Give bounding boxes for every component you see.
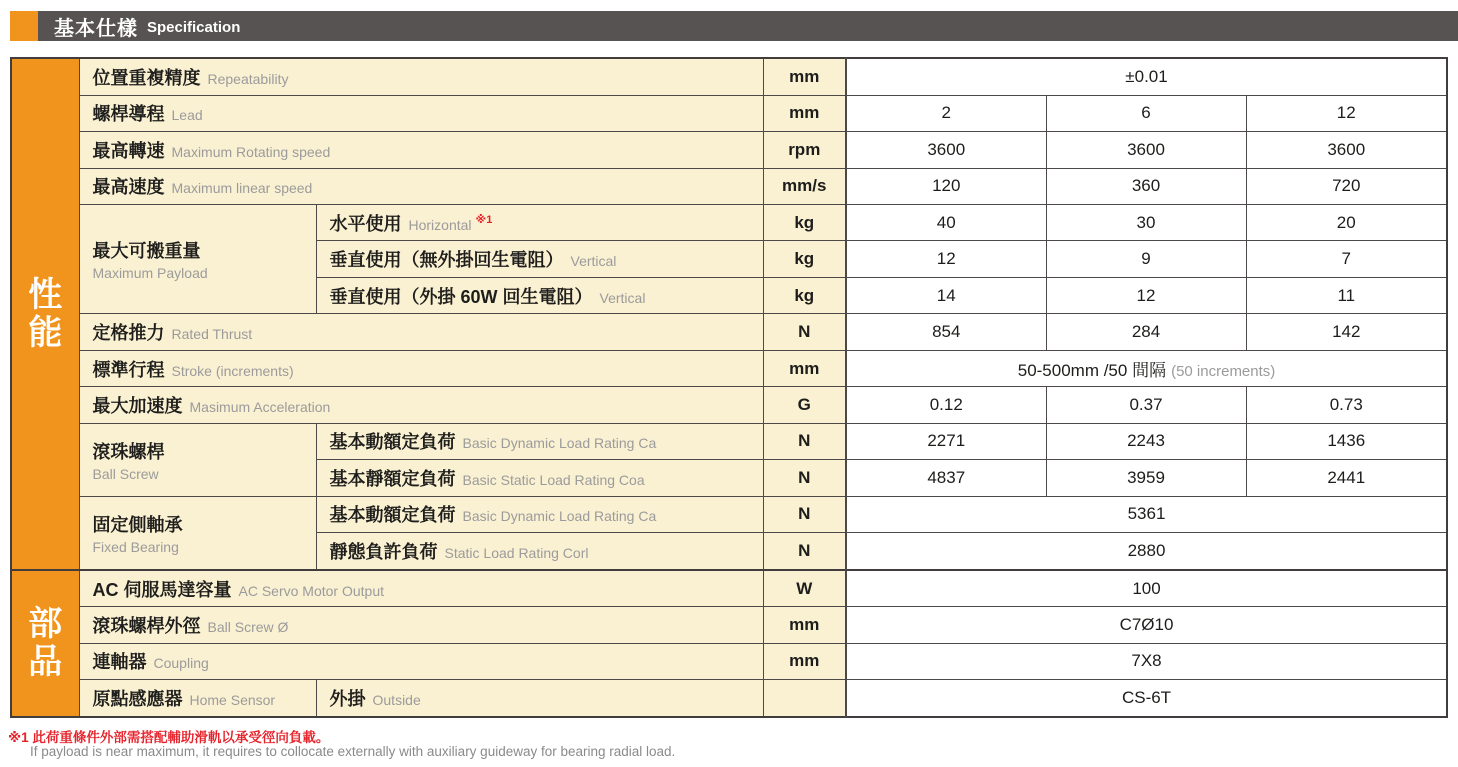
repeatability-unit: mm xyxy=(763,58,846,95)
stroke-label xyxy=(79,350,763,386)
label-zh: 螺桿導程 xyxy=(92,104,165,125)
label-en: Vertical xyxy=(599,289,646,306)
payload-vertical-no-resistor-unit: kg xyxy=(763,241,846,277)
coupling-label xyxy=(79,643,763,679)
label-en: Ball Screw xyxy=(92,465,159,482)
payload-horizontal-value-2: 30 xyxy=(1046,204,1246,240)
specification-table xyxy=(10,57,1448,718)
home-sensor-sub-label xyxy=(316,680,763,717)
max-accel-label xyxy=(79,387,763,423)
label-zh: 連軸器 xyxy=(92,652,147,673)
max-rotating-value-3: 3600 xyxy=(1246,132,1447,168)
label-zh: 基本動額定負荷 xyxy=(329,432,456,453)
label-zh: 原點感應器 xyxy=(92,689,183,710)
label-en: Vertical xyxy=(570,253,617,270)
label-zh: 最高轉速 xyxy=(92,140,165,161)
max-linear-label xyxy=(79,168,763,204)
fixed-bearing-static-value: 2880 xyxy=(846,533,1447,570)
label-en: Home Sensor xyxy=(189,692,276,709)
table-row xyxy=(11,204,1447,240)
coupling-unit: mm xyxy=(763,643,846,679)
footnote-marker: ※1 xyxy=(475,214,493,227)
ball-screw-dynamic-value-2: 2243 xyxy=(1046,423,1246,459)
coupling-value: 7X8 xyxy=(846,643,1447,679)
fixed-bearing-dynamic-value: 5361 xyxy=(846,496,1447,532)
label-zh: 定格推力 xyxy=(92,323,165,344)
stroke-value-main: 50-500mm /50 間隔 xyxy=(1017,361,1167,381)
home-sensor-unit xyxy=(763,680,846,717)
stroke-unit: mm xyxy=(763,350,846,386)
payload-horizontal-unit: kg xyxy=(763,204,846,240)
label-en: Maximum Payload xyxy=(92,265,208,282)
screw-diameter-unit: mm xyxy=(763,607,846,643)
table-row xyxy=(11,350,1447,386)
label-en: Stroke (increments) xyxy=(171,362,294,379)
max-accel-value-1: 0.12 xyxy=(846,387,1046,423)
rated-thrust-label xyxy=(79,314,763,350)
payload-vertical-60w-value-3: 11 xyxy=(1246,277,1447,313)
payload-vertical-no-resistor-label xyxy=(316,241,763,277)
home-sensor-value: CS-6T xyxy=(846,680,1447,717)
table-row xyxy=(11,423,1447,459)
repeatability-value: ±0.01 xyxy=(846,58,1447,95)
table-row xyxy=(11,496,1447,532)
payload-group-label xyxy=(79,204,316,313)
screw-diameter-value: C7Ø10 xyxy=(846,607,1447,643)
max-linear-value-2: 360 xyxy=(1046,168,1246,204)
label-en: Ball Screw Ø xyxy=(207,619,289,636)
label-en: Outside xyxy=(372,692,421,709)
label-zh: 最高速度 xyxy=(92,177,165,198)
ball-screw-static-value-1: 4837 xyxy=(846,460,1046,496)
max-rotating-label xyxy=(79,132,763,168)
table-row xyxy=(11,387,1447,423)
servo-output-label xyxy=(79,570,763,607)
rated-thrust-value-2: 284 xyxy=(1046,314,1246,350)
max-linear-unit: mm/s xyxy=(763,168,846,204)
max-accel-unit: G xyxy=(763,387,846,423)
ball-screw-static-label xyxy=(316,460,763,496)
label-en: Maximum linear speed xyxy=(171,180,313,197)
payload-horizontal-label xyxy=(316,204,763,240)
label-en: Basic Dynamic Load Rating Ca xyxy=(462,508,657,525)
label-zh: 最大加速度 xyxy=(92,395,183,416)
label-zh: 垂直使用（外掛 60W 回生電阻） xyxy=(329,286,593,307)
header-accent-square xyxy=(10,11,38,41)
label-zh: AC 伺服馬達容量 xyxy=(92,579,232,600)
section-label-parts xyxy=(11,570,79,717)
section-char: 性 xyxy=(28,275,63,314)
ball-screw-static-value-3: 2441 xyxy=(1246,460,1447,496)
rated-thrust-value-3: 142 xyxy=(1246,314,1447,350)
label-en: Maximum Rotating speed xyxy=(171,143,331,160)
label-en: AC Servo Motor Output xyxy=(238,582,385,599)
table-row xyxy=(11,643,1447,679)
label-en: Horizontal xyxy=(408,216,472,233)
servo-output-value: 100 xyxy=(846,570,1447,607)
table-row xyxy=(11,680,1447,717)
payload-horizontal-value-1: 40 xyxy=(846,204,1046,240)
table-row xyxy=(11,168,1447,204)
lead-label xyxy=(79,95,763,131)
max-linear-value-3: 720 xyxy=(1246,168,1447,204)
label-en: Coupling xyxy=(153,655,209,672)
ball-screw-static-unit: N xyxy=(763,460,846,496)
max-accel-value-2: 0.37 xyxy=(1046,387,1246,423)
table-row xyxy=(11,570,1447,607)
rated-thrust-unit: N xyxy=(763,314,846,350)
label-en: Basic Static Load Rating Coa xyxy=(462,471,645,488)
stroke-value-sub: (50 increments) xyxy=(1171,363,1276,381)
label-en: Lead xyxy=(171,107,203,124)
lead-unit: mm xyxy=(763,95,846,131)
label-zh: 固定側軸承 xyxy=(92,514,183,535)
section-header-bar xyxy=(38,11,1458,41)
ball-screw-dynamic-value-3: 1436 xyxy=(1246,423,1447,459)
label-zh: 位置重複精度 xyxy=(92,67,201,88)
ball-screw-dynamic-unit: N xyxy=(763,423,846,459)
payload-horizontal-value-3: 20 xyxy=(1246,204,1447,240)
fixed-bearing-dynamic-label xyxy=(316,496,763,532)
label-zh: 垂直使用（無外掛回生電阻） xyxy=(329,250,564,271)
label-zh: 標準行程 xyxy=(92,359,165,380)
fixed-bearing-dynamic-unit: N xyxy=(763,496,846,532)
ball-screw-dynamic-label xyxy=(316,423,763,459)
section-label-performance xyxy=(11,58,79,570)
label-en: Fixed Bearing xyxy=(92,538,179,555)
label-en: Rated Thrust xyxy=(171,326,253,343)
screw-diameter-label xyxy=(79,607,763,643)
label-en: Repeatability xyxy=(207,70,289,87)
home-sensor-label xyxy=(79,680,316,717)
label-zh: 水平使用 xyxy=(329,213,402,234)
servo-output-unit: W xyxy=(763,570,846,607)
footnote-zh: ※1 此荷重條件外部需搭配輔助滑軌以承受徑向負載。 xyxy=(8,730,330,745)
section-char: 品 xyxy=(28,643,63,682)
fixed-bearing-static-unit: N xyxy=(763,533,846,570)
table-row xyxy=(11,95,1447,131)
payload-vertical-60w-unit: kg xyxy=(763,277,846,313)
lead-value-3: 12 xyxy=(1246,95,1447,131)
payload-vertical-60w-value-1: 14 xyxy=(846,277,1046,313)
max-rotating-unit: rpm xyxy=(763,132,846,168)
lead-value-2: 6 xyxy=(1046,95,1246,131)
page-title-zh: 基本仕樣 xyxy=(54,17,138,40)
lead-value-1: 2 xyxy=(846,95,1046,131)
label-en: Masimum Acceleration xyxy=(189,398,331,415)
fixed-bearing-group-label xyxy=(79,496,316,570)
table-row xyxy=(11,314,1447,350)
section-char: 能 xyxy=(28,313,63,352)
label-zh: 外掛 xyxy=(329,689,366,710)
page-title-en: Specification xyxy=(147,19,241,36)
table-row xyxy=(11,132,1447,168)
payload-vertical-no-resistor-value-2: 9 xyxy=(1046,241,1246,277)
section-char: 部 xyxy=(28,605,63,644)
max-rotating-value-1: 3600 xyxy=(846,132,1046,168)
label-zh: 靜態負許負荷 xyxy=(329,541,438,562)
fixed-bearing-static-label xyxy=(316,533,763,570)
table-row xyxy=(11,58,1447,95)
footnote-en: If payload is near maximum, it requires to collocate externally with auxiliary guideway for bearing radial load. xyxy=(30,744,676,759)
ball-screw-group-label xyxy=(79,423,316,496)
payload-vertical-60w-label xyxy=(316,277,763,313)
label-zh: 滾珠螺桿外徑 xyxy=(92,616,201,637)
payload-vertical-60w-value-2: 12 xyxy=(1046,277,1246,313)
label-zh: 滾珠螺桿 xyxy=(92,441,165,462)
payload-vertical-no-resistor-value-1: 12 xyxy=(846,241,1046,277)
ball-screw-static-value-2: 3959 xyxy=(1046,460,1246,496)
label-en: Basic Dynamic Load Rating Ca xyxy=(462,435,657,452)
table-row xyxy=(11,607,1447,643)
ball-screw-dynamic-value-1: 2271 xyxy=(846,423,1046,459)
max-rotating-value-2: 3600 xyxy=(1046,132,1246,168)
stroke-value xyxy=(846,350,1447,386)
max-linear-value-1: 120 xyxy=(846,168,1046,204)
repeatability-label xyxy=(79,58,763,95)
label-en: Static Load Rating Corl xyxy=(444,544,589,561)
label-zh: 基本靜額定負荷 xyxy=(329,468,456,489)
label-zh: 基本動額定負荷 xyxy=(329,505,456,526)
rated-thrust-value-1: 854 xyxy=(846,314,1046,350)
max-accel-value-3: 0.73 xyxy=(1246,387,1447,423)
label-zh: 最大可搬重量 xyxy=(92,241,201,262)
payload-vertical-no-resistor-value-3: 7 xyxy=(1246,241,1447,277)
